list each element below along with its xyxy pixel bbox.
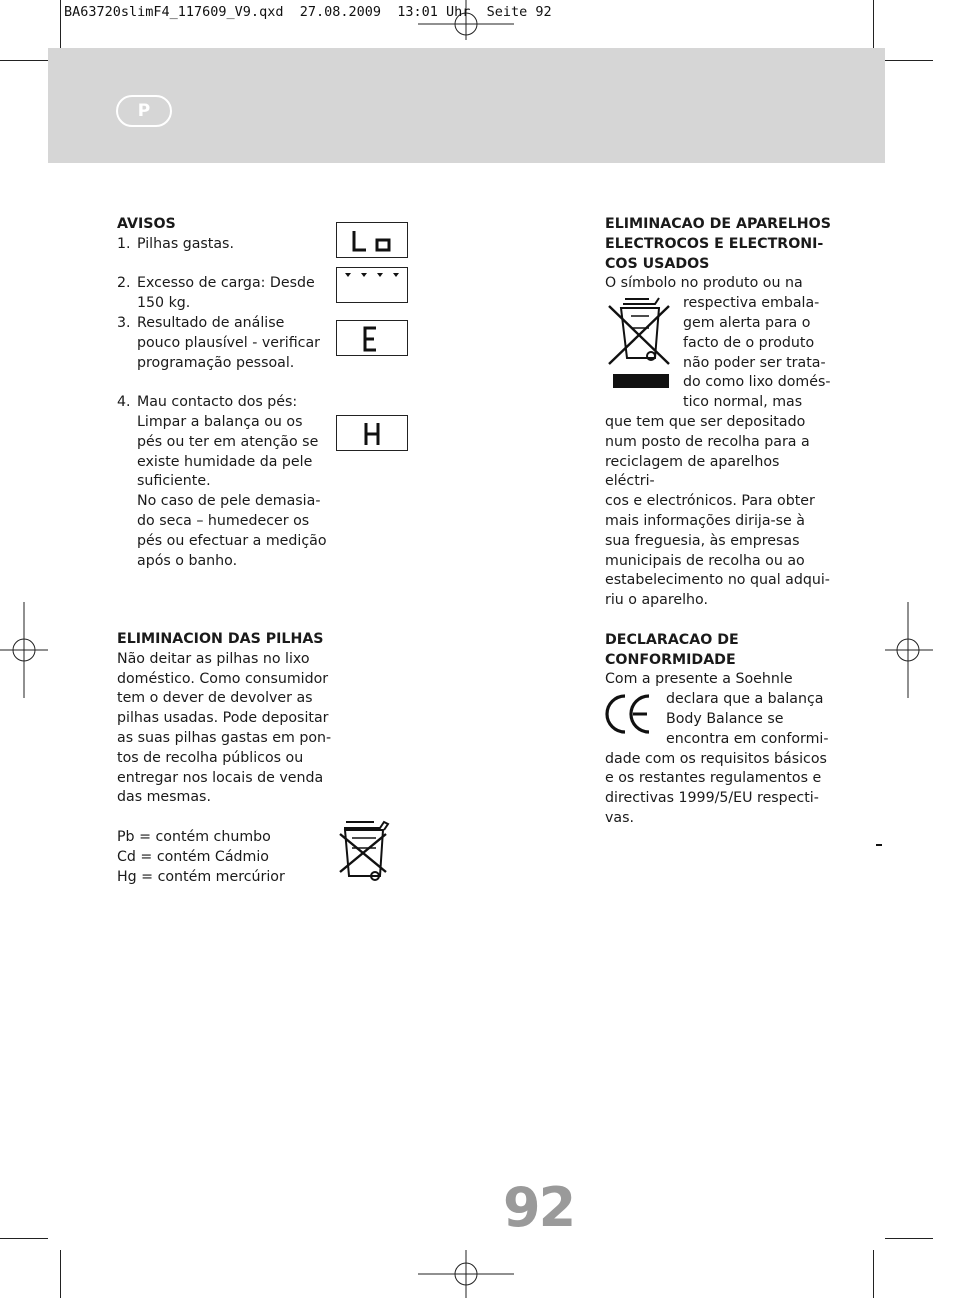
list-text: Resultado de análise [137,314,285,331]
crop-mark [885,60,933,61]
list-text: 150 kg. [137,295,191,312]
display-overload-icon [336,267,408,303]
list-item [117,235,332,255]
display-lo-icon [336,222,408,258]
avisos-section [117,215,332,571]
paragraph-line: e os restantes regulamentos e [605,770,822,787]
ce-icon-wrap [605,690,666,749]
pilhas-heading: ELIMINACION DAS PILHAS [117,631,324,647]
list-text: existe humidade da pele [137,453,313,470]
paragraph-line: reciclagem de aparelhos eléctri- [605,453,780,490]
weee-heading: ELIMINACAO DE APARELHOS [605,216,831,232]
paragraph-line: pilhas usadas. Pode depositar [117,710,329,727]
crop-mark [873,0,874,48]
paragraph-line: declara que a balança [666,691,824,708]
paragraph-line: gem alerta para o [683,314,811,331]
list-item [117,314,332,373]
list-text: Limpar a balança ou os [137,413,303,430]
list-text: após o banho. [137,552,238,569]
registration-mark-bottom [418,1250,514,1298]
list-number: 4. [117,394,131,411]
weee-section [605,215,833,829]
paragraph-line: entregar nos locais de venda [117,769,324,786]
paragraph-line: não poder ser trata- [683,354,826,371]
paragraph-line: Com a presente a Soehnle [605,671,793,688]
list-text: Pilhas gastas. [137,235,234,252]
paragraph-line: num posto de recolha para a [605,433,810,450]
list-number: 3. [117,314,131,331]
crop-mark [0,60,48,61]
paragraph-line: Body Balance se [666,710,784,727]
spacer [117,255,332,275]
spacer [117,373,332,393]
list-number: 2. [117,275,131,292]
paragraph-line: dade com os requisitos básicos [605,750,827,767]
margin-dash [876,844,882,846]
paragraph-line: doméstico. Como consumidor [117,670,329,687]
spacer [117,808,332,828]
paragraph-line: tem o dever de devolver as [117,690,313,707]
list-text: programação pessoal. [137,354,295,371]
paragraph-line: tos de recolha públicos ou [117,749,304,766]
registration-mark-left [0,602,48,698]
crop-mark [60,0,61,48]
list-text: No caso de pele demasia- [137,493,321,510]
display-h-icon [336,415,408,451]
paragraph-line: Não deitar as pilhas no lixo [117,650,310,667]
weee-bin-icon [605,294,677,404]
list-text: pés ou ter em atenção se [137,433,319,450]
paragraph-line: do como lixo domés- [683,374,831,391]
chem-line-pb: Pb = contém chumbo [117,828,271,845]
avisos-list [117,235,332,572]
weee-icon-wrap [605,294,683,413]
list-number: 1. [117,235,131,252]
paragraph-line: riu o aparelho. [605,592,708,609]
list-text: Excesso de carga: Desde [137,275,315,292]
crossed-bin-icon [336,818,392,884]
list-text: Mau contacto dos pés: [137,394,298,411]
paragraph-line: respectiva embala- [683,295,820,312]
paragraph-line: directivas 1999/5/EU respecti- [605,790,819,807]
conformidade-heading: CONFORMIDADE [605,651,736,668]
paragraph-line: sua freguesia, às empresas [605,532,800,549]
chem-line-cd: Cd = contém Cádmio [117,848,269,865]
crop-mark [885,1238,933,1239]
list-item [117,274,332,314]
paragraph-line: municipais de recolha ou ao [605,552,805,569]
paragraph-line: estabelecimento no qual adqui- [605,572,830,589]
paragraph-line: as suas pilhas gastas em pon- [117,729,332,746]
paragraph-line: cos e electrónicos. Para obter [605,493,815,510]
spacer [605,611,833,631]
avisos-heading: AVISOS [117,216,176,232]
conformidade-heading: DECLARACAO DE [605,631,739,648]
crop-mark [60,1250,61,1298]
list-item [117,393,332,571]
paragraph-line: O símbolo no produto ou na [605,275,803,292]
pilhas-section [117,630,332,887]
ce-mark-icon [605,690,655,740]
language-badge: P [116,95,172,127]
paragraph-line: facto de o produto [683,334,815,351]
crop-mark [0,1238,48,1239]
paragraph-line: tico normal, mas [683,394,803,411]
header-band [48,48,885,163]
paragraph-line: encontra em conformi- [666,730,829,747]
list-text: pouco plausível - verificar [137,334,321,351]
weee-heading: ELECTROCOS E ELECTRONI- [605,235,824,252]
paragraph-line: vas. [605,809,634,826]
display-e-icon [336,320,408,356]
weee-heading: COS USADOS [605,255,710,272]
list-text: do seca – humedecer os [137,512,310,529]
chem-line-hg: Hg = contém mercúrior [117,868,285,885]
print-slug: BA63720slimF4_117609_V9.qxd 27.08.2009 13:01 Uhr Seite 92 [64,4,552,20]
list-text: pés ou efectuar a medição [137,532,327,549]
list-text: suficiente. [137,473,211,490]
crop-mark [873,1250,874,1298]
registration-mark-right [885,602,933,698]
paragraph-line: que tem que ser depositado [605,413,806,430]
paragraph-line: das mesmas. [117,789,211,806]
paragraph-line: mais informações dirija-se à [605,512,805,529]
page-number: 92 [503,1176,575,1239]
